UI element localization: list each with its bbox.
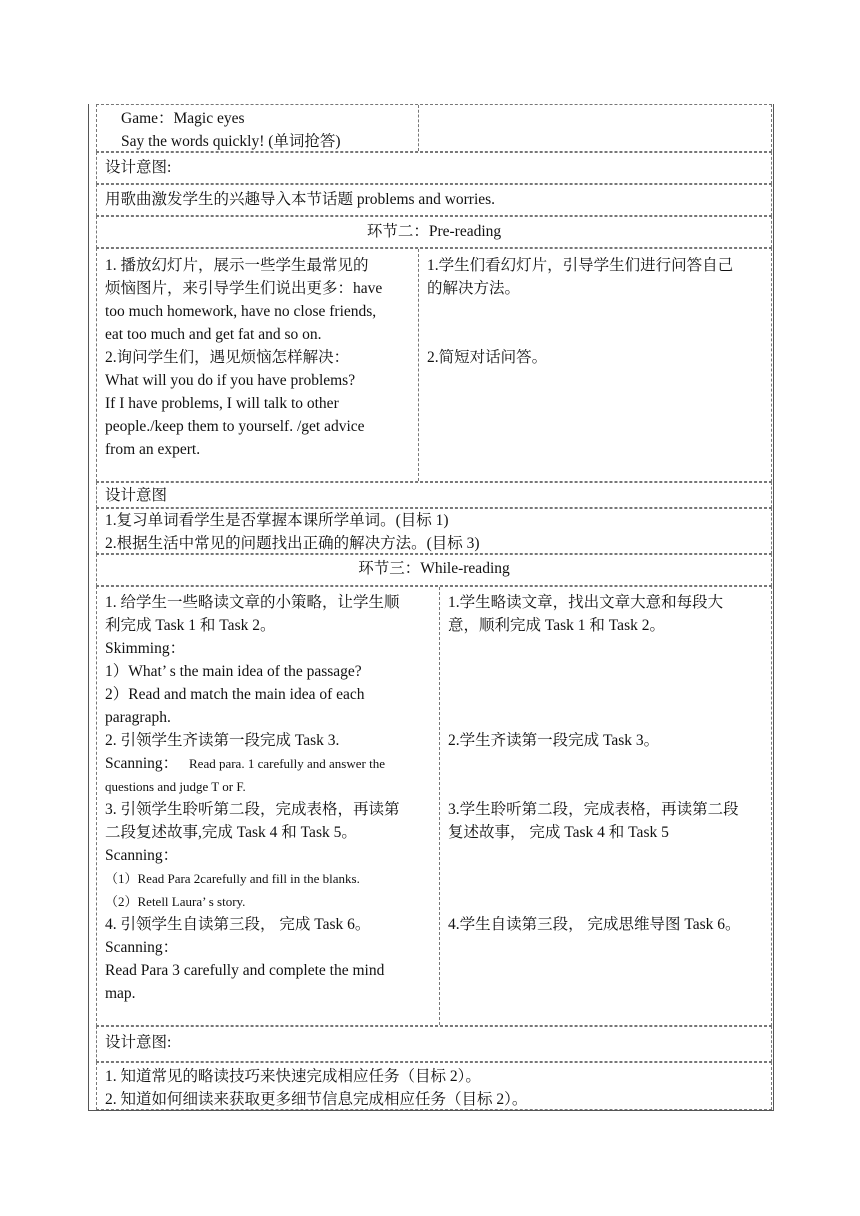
intent-text: 用歌曲激发学生的兴趣导入本节话题 problems and worries. <box>105 191 496 208</box>
student-line: 1.学生略读文章，找出文章大意和每段大 <box>448 594 724 611</box>
student-line: 4.学生自读第三段， 完成思维导图 Task 6。 <box>448 916 741 933</box>
intent-label: 设计意图 <box>105 487 168 504</box>
teacher-line: Read Para 3 carefully and complete the mind <box>105 962 385 979</box>
teacher-line: map. <box>105 985 136 1002</box>
while-reading-content-row <box>96 586 772 1026</box>
teacher-line: questions and judge T or F. <box>105 779 246 794</box>
teacher-line: （2）Retell Laura’ s story. <box>105 894 246 909</box>
teacher-line: 2.询问学生们，遇见烦恼怎样解决： <box>105 349 350 366</box>
teacher-line: 2. 引领学生齐读第一段完成 Task 3. <box>105 732 340 749</box>
stage-heading: 环节三：While-reading <box>358 560 510 577</box>
game-row <box>96 104 772 152</box>
intent-label: 设计意图: <box>105 159 172 176</box>
teacher-line: 4. 引领学生自读第三段， 完成 Task 6。 <box>105 916 371 933</box>
teacher-line: Scanning： <box>105 755 179 772</box>
intent-label-row <box>96 152 772 184</box>
pre-reading-content-row <box>96 248 772 482</box>
column-divider <box>418 105 419 151</box>
teacher-line: 利完成 Task 1 和 Task 2。 <box>105 617 276 634</box>
teacher-line: Skimming： <box>105 640 186 657</box>
student-line: 2.学生齐读第一段完成 Task 3。 <box>448 732 660 749</box>
column-divider <box>418 249 419 481</box>
teacher-line: Read para. 1 carefully and answer the <box>189 756 385 771</box>
game-line-2: Say the words quickly! (单词抢答) <box>121 133 341 150</box>
intent-label-row <box>96 1026 772 1062</box>
teacher-line: too much homework, have no close friends, <box>105 303 377 320</box>
student-line: 复述故事， 完成 Task 4 和 Task 5 <box>448 824 669 841</box>
teacher-line: people./keep them to yourself. /get advice <box>105 418 365 435</box>
teacher-line: 1. 播放幻灯片，展示一些学生最常见的 <box>105 257 369 274</box>
stage-heading-row <box>96 554 772 586</box>
teacher-line: Scanning： <box>105 939 179 956</box>
teacher-line: Scanning： <box>105 847 179 864</box>
intent-line: 2.根据生活中常见的问题找出正确的解决方法。(目标 3) <box>105 535 480 552</box>
teacher-line: （1）Read Para 2carefully and fill in the blanks. <box>105 871 360 886</box>
intent-text-row <box>96 1062 772 1110</box>
intent-line: 1.复习单词看学生是否掌握本课所学单词。(目标 1) <box>105 512 449 529</box>
intent-text-row <box>96 184 772 216</box>
intent-line: 2. 知道如何细读来获取更多细节信息完成相应任务（目标 2）。 <box>105 1091 528 1108</box>
student-line: 3.学生聆听第二段，完成表格，再读第二段 <box>448 801 739 818</box>
column-divider <box>439 587 440 1025</box>
student-line: 1.学生们看幻灯片，引导学生们进行问答自己 <box>427 257 734 274</box>
teacher-line: If I have problems, I will talk to other <box>105 395 339 412</box>
stage-heading-row <box>96 216 772 248</box>
teacher-line: eat too much and get fat and so on. <box>105 326 322 343</box>
student-line: 2.简短对话问答。 <box>427 349 548 366</box>
teacher-line: 2）Read and match the main idea of each <box>105 686 365 703</box>
intent-line: 1. 知道常见的略读技巧来快速完成相应任务（目标 2）。 <box>105 1068 481 1085</box>
teacher-line: 1. 给学生一些略读文章的小策略，让学生顺 <box>105 594 400 611</box>
intent-label-row <box>96 482 772 508</box>
teacher-line: What will you do if you have problems? <box>105 372 356 389</box>
teacher-line: 二段复述故事,完成 Task 4 和 Task 5。 <box>105 824 357 841</box>
game-line-1: Game：Magic eyes <box>121 110 245 127</box>
stage-heading: 环节二：Pre-reading <box>366 223 502 240</box>
intent-text-row <box>96 508 772 554</box>
teacher-line: 烦恼图片，来引导学生们说出更多：have <box>105 280 383 297</box>
student-line: 意，顺利完成 Task 1 和 Task 2。 <box>448 617 665 634</box>
teacher-line: 1）What’ s the main idea of the passage? <box>105 663 362 680</box>
teacher-line: 3. 引领学生聆听第二段，完成表格，再读第 <box>105 801 400 818</box>
student-line: 的解决方法。 <box>427 280 521 297</box>
teacher-line: paragraph. <box>105 709 171 726</box>
teacher-line: from an expert. <box>105 441 201 458</box>
intent-label: 设计意图: <box>105 1034 172 1051</box>
